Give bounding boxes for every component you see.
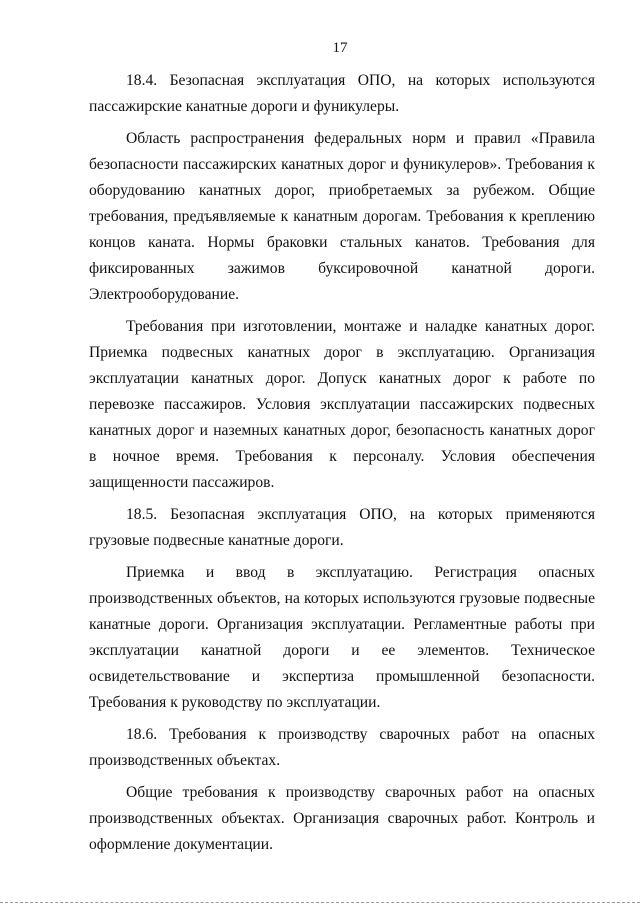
page-number: 17 — [332, 40, 348, 56]
section-heading-18-6: 18.6. Требования к производству сварочных работ на опасных производственных объектах. — [89, 726, 595, 769]
section-18-6-paragraph-1: Общие требования к производству сварочных работ на опасных производственных объектах. Организация сварочных работ. Контроль и оформление документации. — [89, 784, 595, 853]
section-heading-18-5: 18.5. Безопасная эксплуатация ОПО, на которых применяются грузовые подвесные канатные дороги. — [89, 506, 595, 549]
section-18-5-paragraph-1: Приемка и ввод в эксплуатацию. Регистрация опасных производственных объектов, на которых используются грузовые подвесные канатные дороги. Организация эксплуатации. Регламентные работы при эксплуатации канатной дороги и ее элементов. Техническое освидетельствование и экспертиза промышленной безопасности. Требования к руководству по эксплуатации. — [89, 564, 595, 711]
page-content — [89, 68, 595, 858]
section-heading-18-4: 18.4. Безопасная эксплуатация ОПО, на которых используются пассажирские канатные дороги и фуникулеры. — [89, 72, 595, 115]
section-18-4-paragraph-1: Область распространения федеральных норм и правил «Правила безопасности пассажирских канатных дорог и фуникулеров». Требования к оборудованию канатных дорог, приобретаемых за рубежом. Общие требования, предъявляемые к канатным дорогам. Требования к креплению концов каната. Нормы браковки стальных канатов. Требования для фиксированных зажимов буксировочной канатной дороги. Электрооборудование. — [89, 130, 595, 303]
section-18-4-paragraph-2: Требования при изготовлении, монтаже и наладке канатных дорог. Приемка подвесных канатных дорог в эксплуатацию. Организация эксплуатации канатных дорог. Допуск канатных дорог к работе по перевозке пассажиров. Условия эксплуатации пассажирских подвесных канатных дорог и наземных канатных дорог, безопасность канатных дорог в ночное время. Требования к персоналу. Условия обеспечения защищенности пассажиров. — [89, 318, 595, 491]
